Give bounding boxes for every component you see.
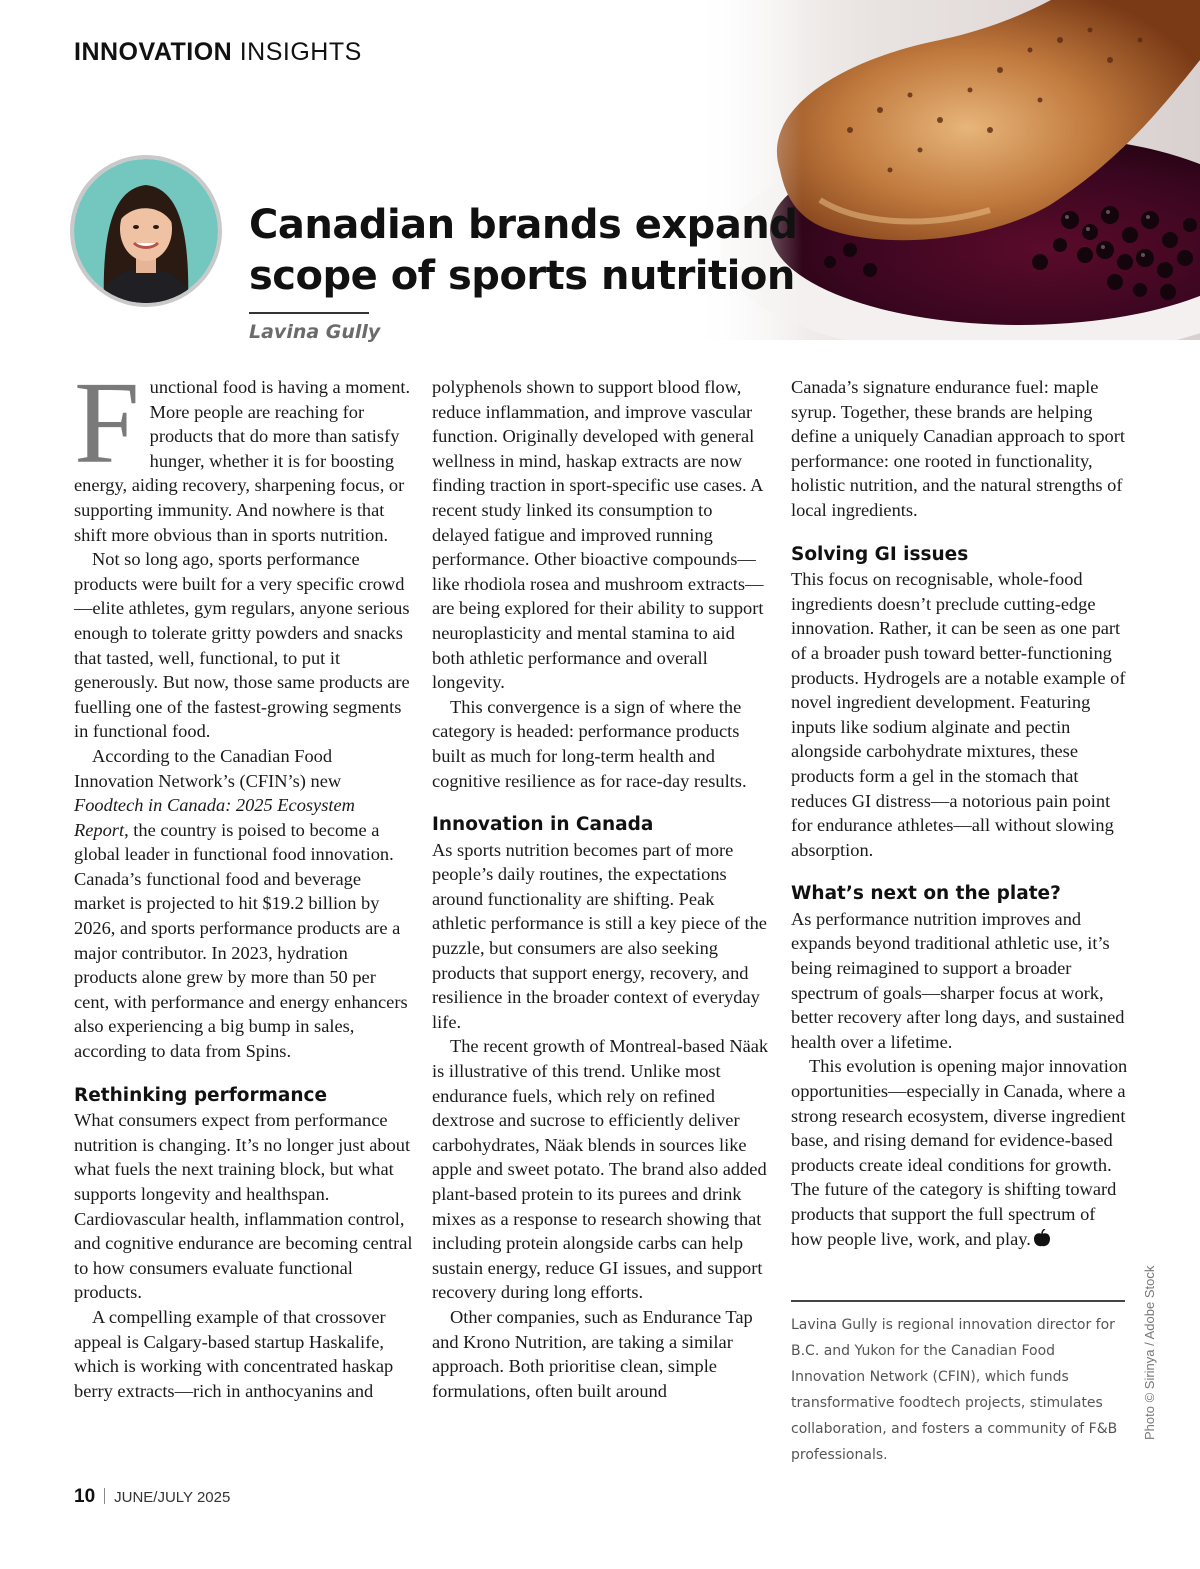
subheading-solving-gi-issues: Solving GI issues: [791, 543, 969, 565]
section-label-light: INSIGHTS: [239, 38, 362, 66]
paragraph-text: This evolution is opening major innovation opportunities—especially in Canada, where a strong research ecosystem, diverse ingredient base, and rising demand for evidence-based products create ideal conditions for growth. The future of the category is shifting toward products that support the full spectrum of how people live, work, and play.: [791, 1056, 1128, 1249]
bio-rule: [791, 1300, 1125, 1302]
article-column-2: [432, 375, 772, 1403]
subheading-rethinking-performance: Rethinking performance: [74, 1084, 328, 1106]
byline: Lavina Gully: [249, 321, 381, 343]
paragraph: Other companies, such as Endurance Tap and Krono Nutrition, are taking a similar approach. Both prioritise clean, simple formulations, often built around: [432, 1306, 753, 1401]
issue-date: JUNE/JULY 2025: [114, 1489, 231, 1506]
paragraph: As performance nutrition improves and expands beyond traditional athletic use, it’s being reimagined to support a broader spectrum of goals—sharper focus at work, better recovery after long days, and sustained health over a lifetime.: [791, 908, 1125, 1052]
paragraph: [74, 744, 414, 1064]
author-bio: Lavina Gully is regional innovation director for B.C. and Yukon for the Canadian Food Innovation Network (CFIN), which funds transformative foodtech projects, stimulates collaboration, and fosters a community of F&B professionals.: [791, 1317, 1118, 1463]
footer-divider: [104, 1488, 105, 1504]
article-column-1: [74, 357, 414, 1403]
section-label: [74, 38, 362, 67]
photo-credit: Photo © Sirinya / Adobe Stock: [1142, 1265, 1157, 1440]
paragraph: This convergence is a sign of where the category is headed: performance products built as much for long-term health and cognitive resilience as for race-day results.: [432, 696, 747, 791]
author-portrait-icon: [74, 159, 218, 303]
paragraph-text: According to the Canadian Food Innovation Network’s (CFIN’s) new: [74, 745, 342, 791]
paragraph: Canada’s signature endurance fuel: maple syrup. Together, these brands are helping define a uniquely Canadian approach to sport performance: one rooted in functionality, holistic nutrition, and the natural strengths of local ingredients.: [791, 377, 1125, 520]
report-title: Foodtech in Canada: 2025 Ecosystem Report: [74, 795, 355, 840]
title-rule: [249, 312, 369, 314]
paragraph: The recent growth of Montreal-based Näak is illustrative of this trend. Unlike most endurance fuels, which rely on refined dextrose and sucrose to efficiently deliver carbohydrates, Näak blends in sources like apple and sweet potato. The brand also added plant-based protein to its purees and drink mixes as a response to research showing that including protein alongside carbs can help sustain energy, reduce GI issues, and support recovery during long efforts.: [432, 1036, 769, 1303]
apple-end-mark-icon: [1034, 1229, 1050, 1247]
paragraph: What consumers expect from performance nutrition is changing. It’s no longer just about what fuels the next training block, but what supports longevity and healthspan. Cardiovascular health, inflammation control, and cognitive endurance are becoming central to how consumers evaluate functional products.: [74, 1110, 413, 1303]
paragraph: polyphenols shown to support blood flow, reduce inflammation, and improve vascular function. Originally developed with general wellness in mind, haskap extracts are now finding traction in sport-specific use cases. A recent study linked its consumption to delayed fatigue and improved running performance. Other bioactive compounds—like rhodiola rosea and mushroom extracts—are being explored for their ability to support neuroplasticity and mental stamina to aid both athletic performance and overall longevity.: [432, 377, 764, 693]
paragraph: As sports nutrition becomes part of more people’s daily routines, the expectations around functionality are shifting. Peak athletic performance is still a key piece of the puzzle, but consumers are also seeking products that support energy, recovery, and resilience in the broader context of everyday life.: [432, 839, 767, 1032]
paragraph: [791, 1054, 1131, 1251]
author-avatar: [70, 155, 222, 307]
headline-line-2: scope of sports nutrition: [249, 253, 795, 299]
paragraph: A compelling example of that crossover appeal is Calgary-based startup Haskalife, which is working with concentrated haskap berry extracts—rich in anthocyanins and: [74, 1306, 394, 1401]
subheading-whats-next: What’s next on the plate?: [791, 883, 1061, 905]
drop-cap: F: [74, 357, 140, 488]
paragraph: Not so long ago, sports performance products were built for a very specific crowd—elite athletes, gym regulars, anyone serious enough to tolerate gritty powders and snacks that tasted, well, functional, to put it generously. But now, those same products are fuelling one of the fastest-growing segments in functional food.: [74, 549, 410, 742]
subheading-innovation-in-canada: Innovation in Canada: [432, 814, 654, 836]
headline-line-1: Canadian brands expand: [249, 202, 798, 248]
paragraph: [74, 357, 414, 547]
headline: [249, 200, 809, 302]
paragraph: This focus on recognisable, whole-food ingredients doesn’t preclude cutting-edge innovation. Rather, it can be seen as one part of a broader push toward better-functioning products. Hydrogels are a notable example of novel ingredient development. Featuring inputs like sodium alginate and pectin alongside carbohydrate mixtures, these products form a gel in the stomach that reduces GI distress—a notorious pain point for endurance athletes—all without slowing absorption.: [791, 569, 1126, 860]
paragraph-text: unctional food is having a moment. More people are reaching for products that do more than satisfy hunger, whether it is for boosting energy, aiding recovery, sharpening focus, or supporting immunity. And nowhere is that shift more obvious than in sports nutrition.: [74, 377, 411, 545]
paragraph-text: , the country is poised to become a global leader in functional food innovation. Canada’s functional food and beverage market is projected to hit $19.2 billion by 2026, and sports performance products are a major contributor. In 2023, hydration products alone grew by more than 50 per cent, with performance and energy enhancers also experiencing a big bump in sales, according to data from Spins.: [74, 819, 408, 1062]
page-footer: [74, 1486, 230, 1508]
article-column-3: [791, 375, 1131, 1251]
page-number: 10: [74, 1486, 96, 1507]
section-label-bold: INNOVATION: [74, 38, 233, 66]
